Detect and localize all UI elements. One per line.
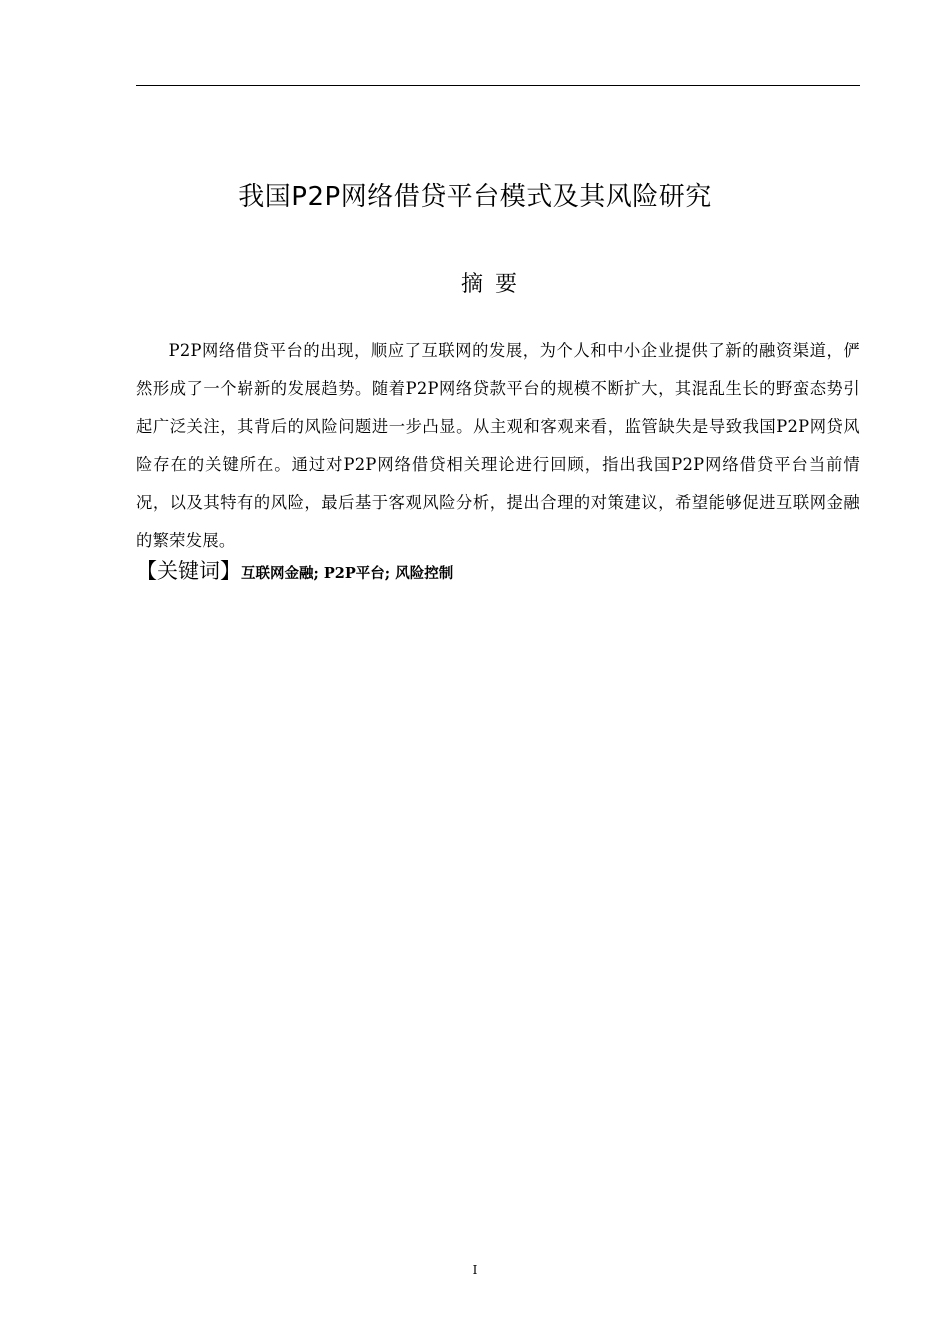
keywords-value: 互联网金融; P2P平台; 风险控制	[241, 565, 454, 582]
header-rule	[136, 85, 860, 86]
keywords-line	[136, 554, 860, 591]
paper-title: 我国P2P网络借贷平台模式及其风险研究	[238, 182, 712, 212]
keywords-label: 【关键词】	[136, 559, 241, 583]
abstract-heading: 摘要	[460, 272, 529, 297]
abstract-body: P2P网络借贷平台的出现，顺应了互联网的发展，为个人和中小企业提供了新的融资渠道，俨然形成了一个崭新的发展趋势。随着P2P网络贷款平台的规模不断扩大，其混乱生长的野蛮态势引起广泛关注，其背后的风险问题进一步凸显。从主观和客观来看，监管缺失是导致我国P2P网贷风险存在的关键所在。通过对P2P网络借贷相关理论进行回顾，指出我国P2P网络借贷平台当前情况，以及其特有的风险，最后基于客观风险分析，提出合理的对策建议，希望能够促进互联网金融的繁荣发展。	[136, 341, 860, 550]
page-number: I	[472, 1263, 478, 1277]
